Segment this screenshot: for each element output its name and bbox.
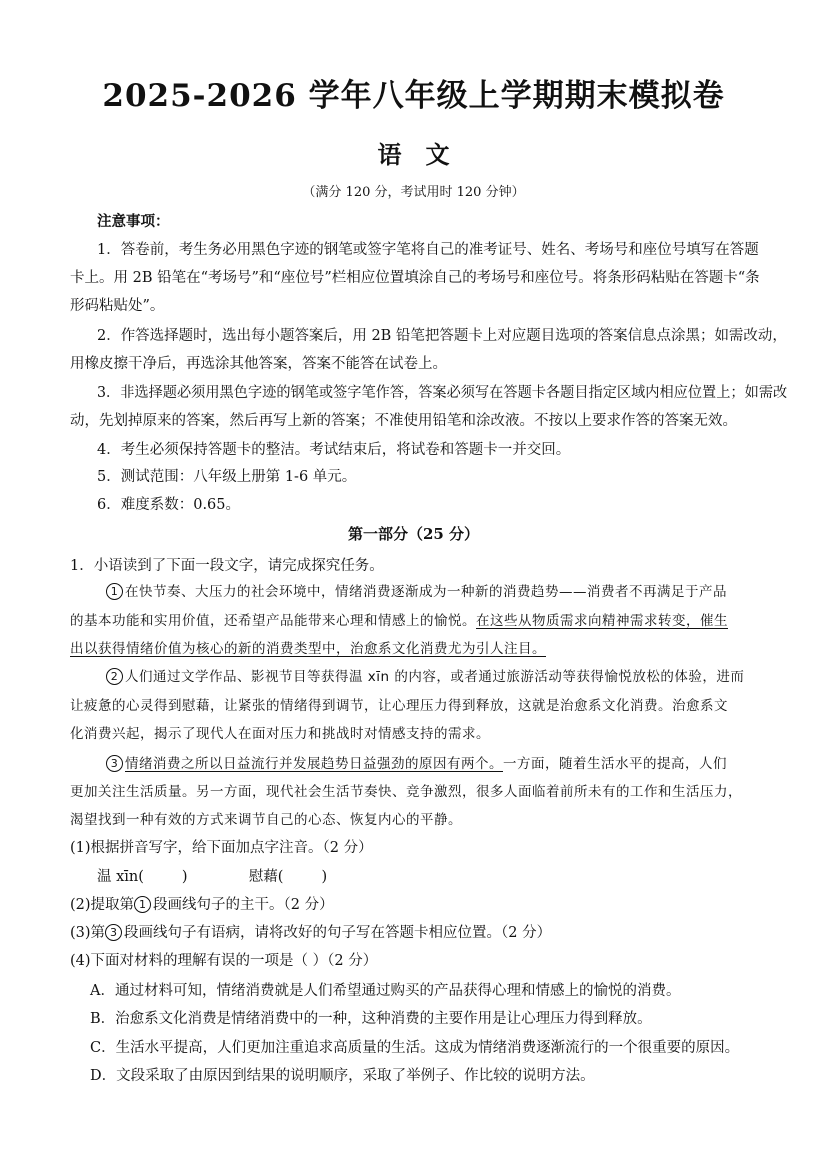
note-line: 5．测试范围：八年级上册第 1-6 单元。 xyxy=(97,469,357,485)
option-d: D．文段采取了由原因到结果的说明顺序，采取了举例子、作比较的说明方法。 xyxy=(90,1068,595,1084)
paragraph-number-2: 2 xyxy=(106,668,123,685)
underlined-sentence: 情绪消费之所以日益流行并发展趋势日益强劲的原因有两个。 xyxy=(125,756,503,772)
pinyin-blanks: 温 xīn( ) 慰藉( ) xyxy=(97,869,328,885)
material-line: 让疲惫的心灵得到慰藉，让紧张的情绪得到调节，让心理压力得到释放，这就是治愈系文化消费。治愈系文 xyxy=(70,698,728,714)
paragraph-ref-1: 1 xyxy=(134,896,151,913)
note-line: 6．难度系数：0.65。 xyxy=(97,497,241,513)
exam-info: （满分 120 分，考试用时 120 分钟） xyxy=(302,185,525,200)
option-b: B．治愈系文化消费是情绪消费中的一种，这种消费的主要作用是让心理压力得到释放。 xyxy=(90,1011,652,1027)
question-intro: 1．小语读到了下面一段文字，请完成探究任务。 xyxy=(70,558,384,574)
material-line: 的基本功能和实用价值，还希望产品能带来心理和情感上的愉悦。在这些从物质需求向精神需求转变，催生 xyxy=(70,613,728,629)
sub-question-2: (2)提取第 1 段画线句子的主干。（2 分） xyxy=(70,897,334,913)
material-line xyxy=(70,639,546,659)
sub-question-1: (1)根据拼音写字，给下面加点字注音。（2 分） xyxy=(70,840,373,856)
subject-title: 语文 xyxy=(377,140,474,169)
sub-question-4: (4)下面对材料的理解有误的一项是（ ）（2 分） xyxy=(70,953,378,969)
paragraph-number-1: 1 xyxy=(106,583,123,600)
note-line: 2．作答选择题时，选出每小题答案后，用 2B 铅笔把答题卡上对应题目选项的答案信息点涂黑；如需改动， xyxy=(97,328,787,344)
note-line: 卡上。用 2B 铅笔在“考场号”和“座位号”栏相应位置填涂自己的考场号和座位号。将条形码粘贴在答题卡“条 xyxy=(70,270,760,286)
note-line: 3．非选择题必须用黑色字迹的钢笔或签字笔作答，答案必须写在答题卡各题目指定区域内相应位置上；如需改 xyxy=(97,385,788,401)
material-line: 化消费兴起，揭示了现代人在面对压力和挑战时对情感支持的需求。 xyxy=(70,726,490,742)
underlined-sentence: 出以获得情绪价值为核心的新的消费类型中，治愈系文化消费尤为引人注目。 xyxy=(70,641,546,657)
note-line: 用橡皮擦干净后，再选涂其他答案，答案不能答在试卷上。 xyxy=(70,356,447,372)
exam-title: 2025-2026 学年八年级上学期期末模拟卷 xyxy=(102,78,725,114)
material-paragraph-2: 2 人们通过文学作品、影视节目等获得温 xīn 的内容，或者通过旅游活动等获得愉悦放松的体验，进而 xyxy=(106,667,744,687)
material-line: 渴望找到一种有效的方式来调节自己的心态、恢复内心的平静。 xyxy=(70,812,462,828)
notes-title: 注意事项： xyxy=(97,213,170,230)
option-c: C．生活水平提高，人们更加注重追求高质量的生活。这成为情绪消费逐渐流行的一个很重要的原因。 xyxy=(90,1040,740,1056)
material-paragraph-1: 1 在快节奏、大压力的社会环境中，情绪消费逐渐成为一种新的消费趋势——消费者不再满足于产品 xyxy=(106,582,727,602)
material-line: 更加关注生活质量。另一方面，现代社会生活节奏快、竞争激烈，很多人面临着前所未有的工作和生活压力， xyxy=(70,784,742,800)
option-a: A．通过材料可知，情绪消费就是人们希望通过购买的产品获得心理和情感上的愉悦的消费。 xyxy=(90,983,681,999)
paragraph-ref-3: 3 xyxy=(105,924,122,941)
section-title: 第一部分（25 分） xyxy=(347,525,480,543)
note-line: 动，先划掉原来的答案，然后再写上新的答案；不准使用铅笔和涂改液。不按以上要求作答的答案无效。 xyxy=(70,413,737,429)
note-line: 1．答卷前，考生务必用黑色字迹的钢笔或签字笔将自己的准考证号、姓名、考场号和座位号填写在答题 xyxy=(97,242,759,258)
note-line: 4．考生必须保持答题卡的整洁。考试结束后，将试卷和答题卡一并交回。 xyxy=(97,442,571,458)
sub-question-3: (3)第 3 段画线句子有语病，请将改好的句子写在答题卡相应位置。（2 分） xyxy=(70,925,552,941)
paragraph-number-3: 3 xyxy=(106,755,123,772)
underlined-sentence: 在这些从物质需求向精神需求转变，催生 xyxy=(476,613,728,629)
material-paragraph-3: 3 情绪消费之所以日益流行并发展趋势日益强劲的原因有两个。一方面，随着生活水平的提高，人们 xyxy=(106,754,727,774)
note-line: 形码粘贴处”。 xyxy=(70,298,165,314)
